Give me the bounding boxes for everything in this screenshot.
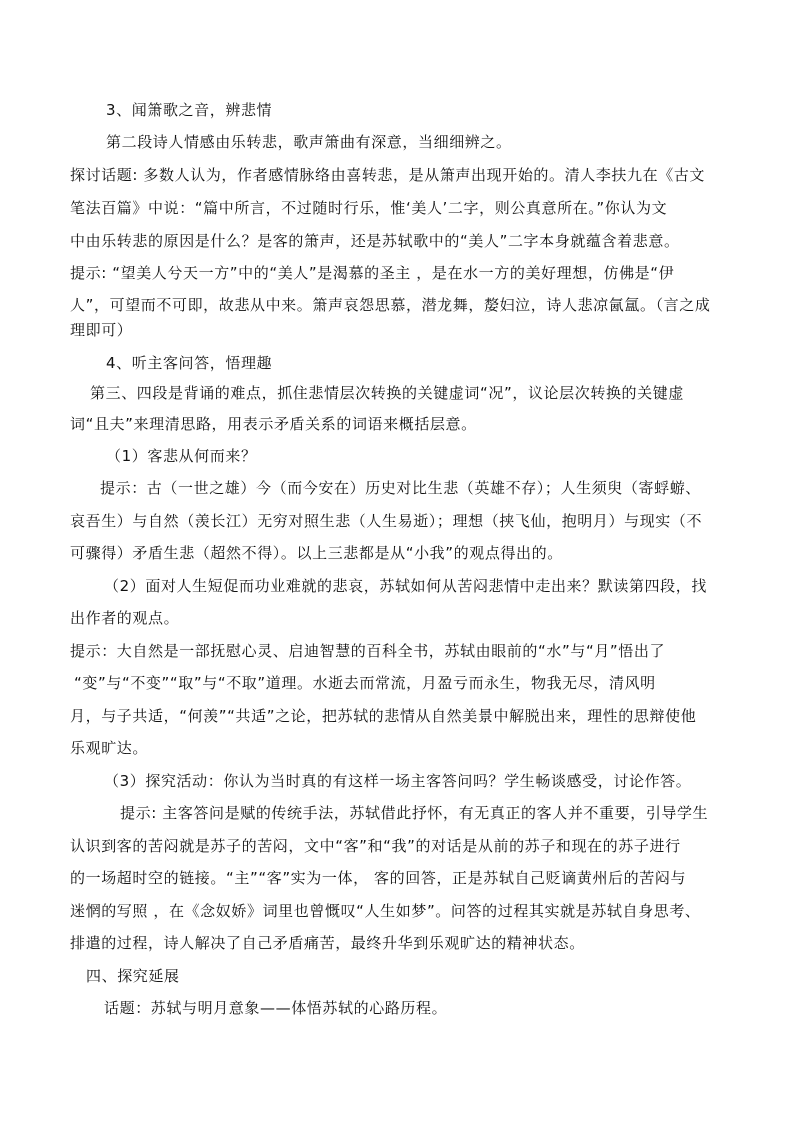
paragraph-line: 笔法百篇》中说：“篇中所言，不过随时行乐，惟‘美人’二字，则公真意所在。”你认为文 [70,199,668,217]
paragraph-line: 可骤得）矛盾生悲（超然不得）。以上三悲都是从“小我”的观点得出的。 [70,544,563,562]
paragraph-line: “变”与“不变”“取”与“不取”道理。水逝去而常流，月盈亏而永生，物我无尽，清风明 [74,674,656,692]
paragraph-line: 词“且夫”来理清思路，用表示矛盾关系的词语来概括层意。 [70,415,477,433]
discussion-topic-line: 探讨话题: 多数人认为，作者感情脉络由喜转悲，是从箫声出现开始的。清人李扶九在《古文 [70,166,706,184]
paragraph-line: 月，与子共适，“何羡”“共适”之论，把苏轼的悲情从自然美景中解脱出来，理性的思辩使他 [70,707,697,725]
section-4-heading: 4、听主客问答，悟理趣 [106,354,273,372]
paragraph-line: 人”，可望而不可即，故悲从中来。箫声哀怨思慕，潜龙舞，嫠妇泣，诗人悲凉氤氲。（言之成 [70,296,711,314]
topic-line: 话题：苏轼与明月意象——体悟苏轼的心路历程。 [104,999,448,1017]
section-3-heading: 3、闻箫歌之音，辨悲情 [106,101,273,119]
paragraph-line: 排遣的过程，诗人解决了自己矛盾痛苦，最终升华到乐观旷达的精神状态。 [70,934,585,952]
paragraph-line: 第三、四段是背诵的难点，抓住悲情层次转换的关键虚词“况”，议论层次转换的关键虚 [90,384,684,402]
sub-question-1: （1）客悲从何而来？ [106,447,257,465]
section-heading-explore: 四、探究延展 [86,967,180,985]
hint-line: 提示：古（一世之雄）今（而今安在）历史对比生悲（英雄不存）；人生须臾（寄蜉蝣、 [100,479,701,497]
paragraph-line: 哀吾生）与自然（羡长江）无穷对照生悲（人生易逝）；理想（挟飞仙，抱明月）与现实（不 [70,512,703,530]
paragraph-line: 的一场超时空的链接。“主”“客”实为一体， 客的回答，正是苏轼自己贬谪黄州后的苦闷与 [70,869,687,887]
paragraph-line: 第二段诗人情感由乐转悲，歌声箫曲有深意，当细细辨之。 [106,133,512,151]
paragraph-line: 理即可） [70,321,133,339]
sub-question-2: （2）面对人生短促而功业难就的悲哀，苏轼如何从苦闷悲情中走出来？默读第四段，找 [104,577,707,595]
sub-question-3: （3）探究活动：你认为当时真的有这样一场主客答问吗？学生畅谈感受，讨论作答。 [104,772,692,790]
paragraph-line: 迷惘的写照 ，在《念奴娇》词里也曾慨叹“人生如梦”。问答的过程其实就是苏轼自身思考、 [70,902,701,920]
paragraph-line: 乐观旷达。 [70,739,149,757]
paragraph-line: 中由乐转悲的原因是什么？是客的箫声，还是苏轼歌中的“美人”二字本身就蕴含着悲意。 [70,232,680,250]
hint-line: 提示: “望美人兮天一方”中的“美人”是渴慕的圣主 ，是在水一方的美好理想，仿佛是“伊 [70,264,675,282]
paragraph-line: 出作者的观点。 [70,609,180,627]
hint-line: 提示：大自然是一部抚慰心灵、启迪智慧的百科全书，苏轼由眼前的“水”与“月”悟出了 [70,642,666,660]
hint-line: 提示: 主客答问是赋的传统手法，苏轼借此抒怀，有无真正的客人并不重要，引导学生 [120,804,709,822]
paragraph-line: 认识到客的苦闷就是苏子的苦闷，文中“客”和“我”的对话是从前的苏子和现在的苏子进行 [70,837,681,855]
